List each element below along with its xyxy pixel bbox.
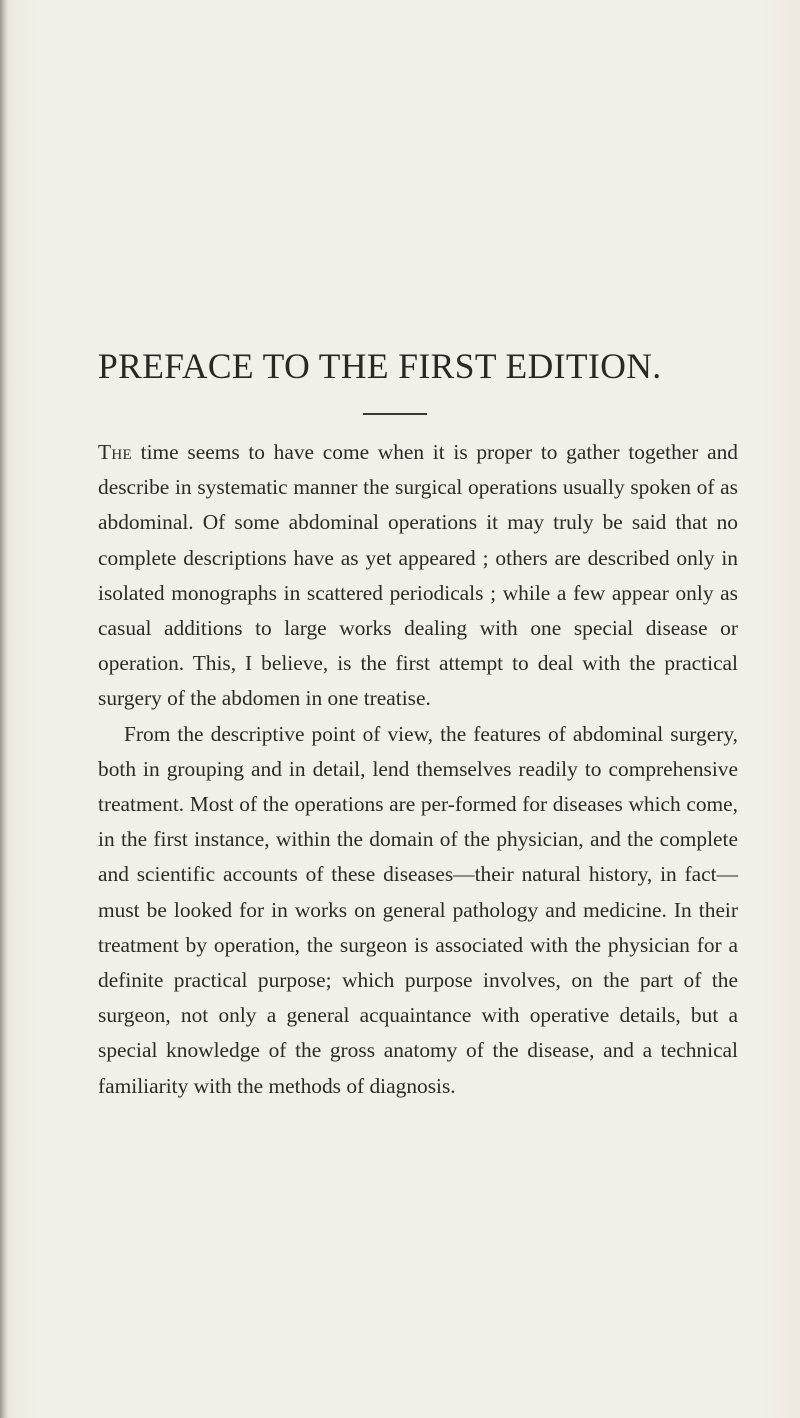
paragraph-1-lead: The (98, 440, 132, 464)
binding-edge (0, 0, 8, 1418)
paragraph-2 (98, 717, 738, 1104)
paragraph-1-text: time seems to have come when it is proper to gather together and describe in systematic manner the surgical operations usually spoken of as abdominal. Of some abdominal operations it may truly be said that no complete descriptions have as yet appeared ; others are described only in isolated monographs in scattered periodicals ; while a few appear only as casual additions to large works dealing with one special disease or operation. This, I believe, is the first attempt to deal with the practical surgery of the abdomen in one treatise. (98, 440, 738, 711)
paragraph-2-text: From the descriptive point of view, the features of abdominal surgery, both in grouping and in detail, lend themselves readily to comprehensive treatment. Most of the operations are per-formed for diseases which come, in the first instance, within the domain of the physician, and the complete and scientific accounts of these diseases—their natural history, in fact—must be looked for in works on general pathology and medicine. In their treatment by operation, the surgeon is associated with the physician for a definite practical purpose; which purpose involves, on the part of the surgeon, not only a general acquaintance with operative details, but a special knowledge of the gross anatomy of the disease, and a technical familiarity with the methods of diagnosis. (98, 721, 738, 1098)
page-title: PREFACE TO THE FIRST EDITION. (98, 346, 662, 386)
title-divider (363, 413, 427, 415)
paragraph-1 (98, 435, 738, 717)
preface-body (98, 435, 738, 1104)
